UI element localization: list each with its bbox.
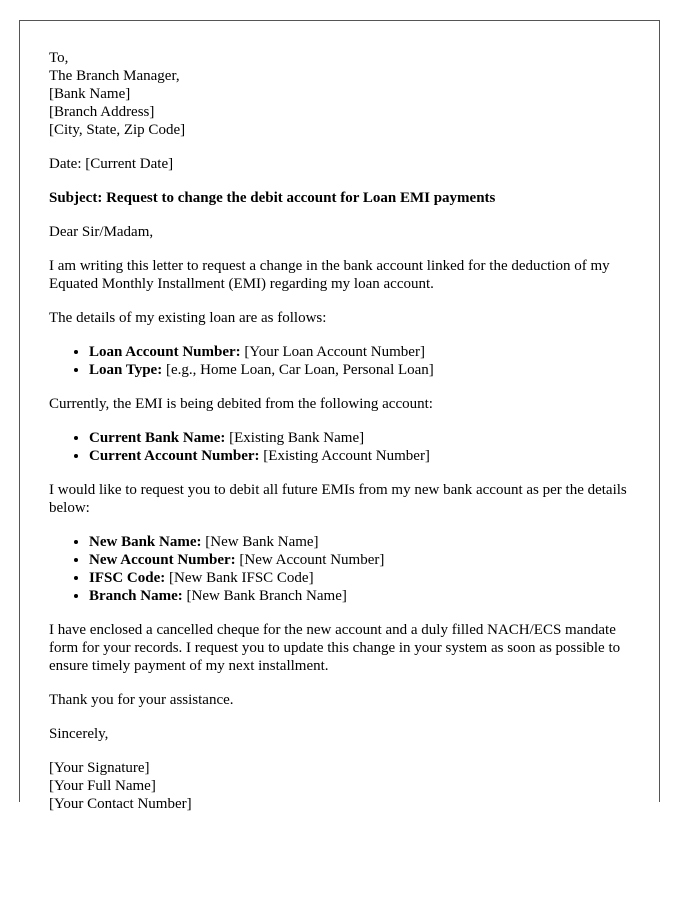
closing: Sincerely, xyxy=(49,726,109,742)
detail-label: IFSC Code: xyxy=(89,570,166,586)
new-details-list xyxy=(49,533,639,605)
address-branch-address: [Branch Address] xyxy=(49,104,155,120)
detail-label: Current Account Number: xyxy=(89,448,260,464)
current-details-list xyxy=(49,429,639,465)
contact-line: [Your Contact Number] xyxy=(49,796,192,812)
detail-value: [New Account Number] xyxy=(239,552,385,568)
detail-label: New Bank Name: xyxy=(89,534,202,550)
list-item xyxy=(89,447,639,465)
address-to: To, xyxy=(49,50,69,66)
list-item xyxy=(89,569,639,587)
loan-details-list xyxy=(49,343,639,379)
list-item xyxy=(89,343,639,361)
current-intro: Currently, the EMI is being debited from the following account: xyxy=(49,396,433,412)
address-manager: The Branch Manager, xyxy=(49,68,180,84)
recipient-address xyxy=(49,49,639,139)
list-item xyxy=(89,361,639,379)
detail-value: [New Bank Branch Name] xyxy=(186,588,347,604)
detail-value: [New Bank IFSC Code] xyxy=(169,570,314,586)
detail-label: Current Bank Name: xyxy=(89,430,226,446)
address-city: [City, State, Zip Code] xyxy=(49,122,186,138)
list-item xyxy=(89,533,639,551)
detail-label: Loan Type: xyxy=(89,362,163,378)
detail-label: Branch Name: xyxy=(89,588,183,604)
detail-value: [New Bank Name] xyxy=(205,534,319,550)
thanks-paragraph: Thank you for your assistance. xyxy=(49,692,234,708)
letter-content xyxy=(49,49,639,829)
address-bank-name: [Bank Name] xyxy=(49,86,131,102)
detail-value: [Your Loan Account Number] xyxy=(244,344,425,360)
letter-subject: Subject: Request to change the debit account for Loan EMI payments xyxy=(49,190,496,206)
full-name-line: [Your Full Name] xyxy=(49,778,156,794)
detail-label: New Account Number: xyxy=(89,552,236,568)
detail-value: [Existing Account Number] xyxy=(263,448,430,464)
signature-line: [Your Signature] xyxy=(49,760,150,776)
list-item xyxy=(89,587,639,605)
detail-value: [Existing Bank Name] xyxy=(229,430,365,446)
detail-label: Loan Account Number: xyxy=(89,344,241,360)
letter-date: Date: [Current Date] xyxy=(49,156,174,172)
intro-paragraph: I am writing this letter to request a change in the bank account linked for the deduction of my Equated Monthly Installment (EMI) regarding my loan account. xyxy=(49,258,610,292)
letter-page xyxy=(19,20,660,812)
detail-value: [e.g., Home Loan, Car Loan, Personal Loan] xyxy=(165,362,434,378)
new-intro: I would like to request you to debit all future EMIs from my new bank account as per the details below: xyxy=(49,482,627,516)
salutation: Dear Sir/Madam, xyxy=(49,224,154,240)
list-item xyxy=(89,551,639,569)
loan-intro: The details of my existing loan are as follows: xyxy=(49,310,327,326)
enclosure-paragraph: I have enclosed a cancelled cheque for the new account and a duly filled NACH/ECS mandate form for your records. I request you to update this change in your system as soon as possible to ensure timely payment of my next installment. xyxy=(49,622,621,674)
list-item xyxy=(89,429,639,447)
signature-block xyxy=(49,759,639,813)
